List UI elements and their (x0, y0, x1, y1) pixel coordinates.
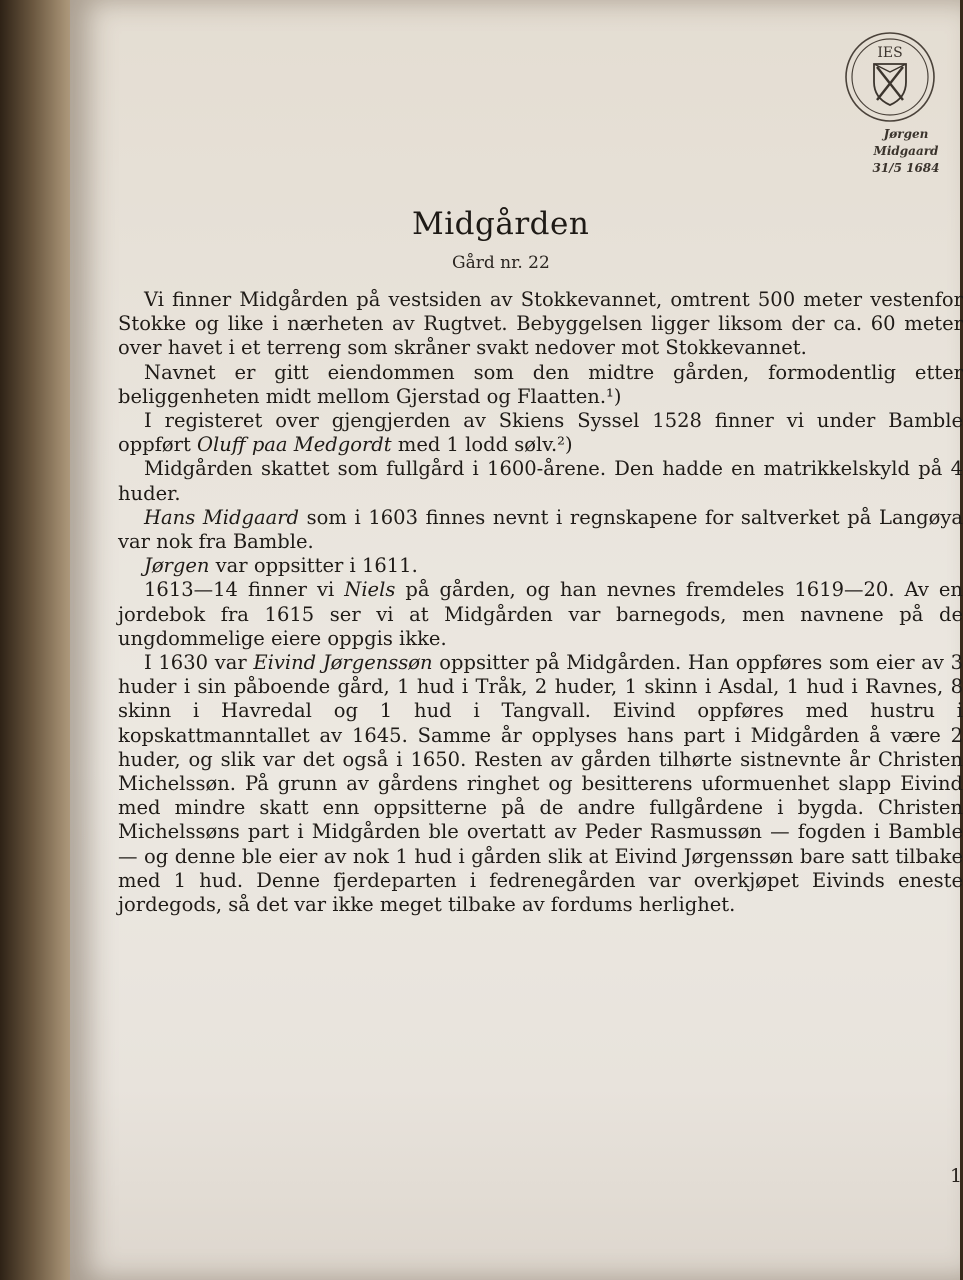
italic-name: Hans Midgaard (144, 505, 300, 529)
paragraph-text: var oppsitter i 1611. (209, 554, 418, 578)
paragraph (118, 651, 963, 917)
paragraph-text: Navnet er gitt eiendommen som den midtre gården, formodentlig etter beliggenheten midt mellom Gjerstad og Flaatten.¹) (118, 360, 963, 408)
paragraph (118, 409, 963, 457)
paragraph-text: Midgården skattet som fullgård i 1600-årene. Den hadde en matrikkelskyld på 4 huder. (118, 457, 963, 505)
paragraph (118, 506, 963, 554)
seal-caption-date: 31/5 1684 (872, 161, 940, 175)
italic-name: Oluff paa Medgordt (197, 433, 392, 457)
paragraph-text: 1613—14 finner vi (144, 578, 345, 602)
body-text (118, 288, 963, 917)
seal-stamp (843, 30, 937, 124)
paragraph-text: med 1 lodd sølv.²) (391, 433, 573, 457)
seal-caption-name: Jørgen (883, 127, 929, 141)
paragraph-text: Vi finner Midgården på vestsiden av Stokkevannet, omtrent 500 meter vestenfor Stokke og like i nærheten av Rugtvet. Bebyggelsen ligger liksom der ca. 60 meter over havet i et terreng som skråner svakt nedover mot Stokkevannet. (118, 288, 963, 360)
paragraph (118, 361, 963, 409)
page-number: 1 (950, 1165, 963, 1187)
paragraph-text: I 1630 var (144, 651, 254, 675)
paragraph (118, 554, 963, 578)
paragraph-text: som i 1603 finnes nevnt i regnskapene for saltverket på Langøya var nok fra Bamble. (118, 505, 963, 554)
italic-name: Eivind Jørgenssøn (253, 651, 433, 675)
italic-name: Niels (344, 578, 396, 602)
italic-name: Jørgen (144, 554, 210, 578)
paragraph-text: I registeret over gjengjerden av Skiens Syssel 1528 finner vi under Bamble oppført (118, 409, 963, 457)
seal-emblem-icon (843, 30, 937, 124)
page-title: Midgården (412, 206, 590, 242)
seal-monogram: IES (877, 45, 903, 61)
paragraph (118, 578, 963, 651)
paragraph (118, 288, 963, 361)
seal-caption (858, 126, 954, 177)
page-subtitle: Gård nr. 22 (452, 253, 550, 273)
paragraph (118, 457, 963, 505)
paragraph-text: oppsitter på Midgården. Han oppføres som eier av 3 huder i sin påboende gård, 1 hud i Tråk, 2 huder, 1 skinn i Asdal, 1 hud i Ravnes, 8 skinn i Havredal og 1 hud i Tangvall. Eivind oppføres med hustru i kopskattmanntallet av 1645. Samme år opplyses hans part i Midgården å være 2 huder, og slik var det også i 1650. Resten av gården tilhørte sistnevnte år Christen Michelssøn. På grunn av gårdens ringhet og besitterens uformuenhet slapp Eivind med mindre skatt enn oppsitterne på de andre fullgårdene i bygda. Christen Michelssøns part i Midgården ble overtatt av Peder Rasmussøn — fogden i Bamble — og denne ble eier av nok 1 hud i gården slik at Eivind Jørgenssøn bare satt tilbake med 1 hud. Denne fjerdeparten i fedrenegården var overkjøpet Eivinds eneste jordegods, så det var ikke meget tilbake av fordums herlighet. (118, 651, 963, 917)
paragraph-text: på gården, og han nevnes fremdeles 1619—20. Av en jordebok fra 1615 ser vi at Midgården var barnegods, men navnene på de ungdommelige eiere oppgis ikke. (118, 578, 963, 650)
seal-caption-surname: Midgaard (873, 144, 939, 158)
